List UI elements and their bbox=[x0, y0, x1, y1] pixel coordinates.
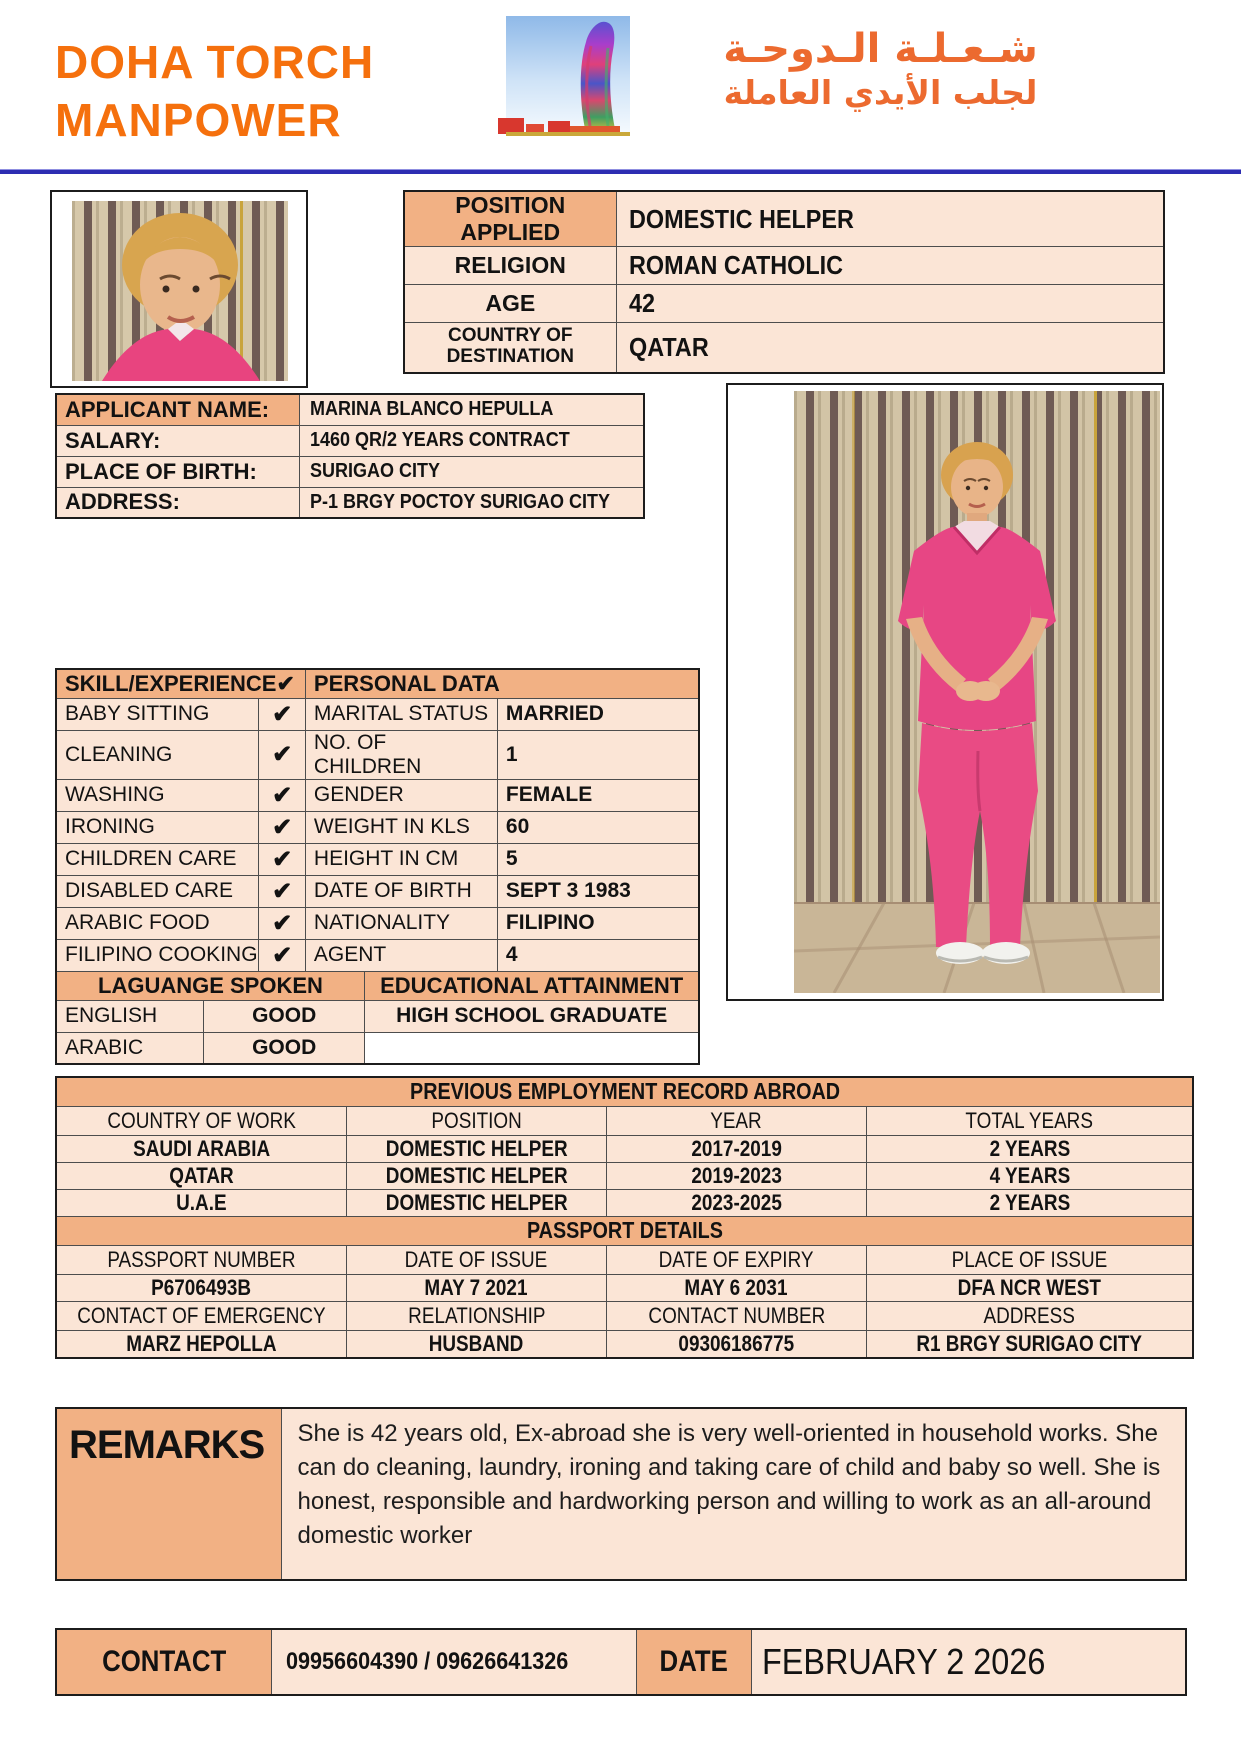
skills-header bbox=[56, 669, 305, 698]
employment-title bbox=[56, 1077, 1193, 1106]
employment-cell bbox=[56, 1162, 346, 1189]
remarks-label: REMARKS bbox=[56, 1408, 281, 1580]
table-row bbox=[56, 730, 699, 779]
contact-numbers-text: 09956604390 / 09626641326 bbox=[285, 1648, 568, 1675]
personal-value: FILIPINO bbox=[497, 907, 699, 939]
column-header-text: CONTACT OF EMERGENCY bbox=[77, 1302, 326, 1328]
country-of-destination-value bbox=[616, 323, 1164, 373]
passport-title bbox=[56, 1216, 1193, 1245]
employment-cell bbox=[866, 1189, 1193, 1216]
table-row bbox=[56, 425, 644, 456]
column-header-text: CONTACT NUMBER bbox=[647, 1302, 825, 1328]
employment-cell-text: 2 YEARS bbox=[989, 1135, 1070, 1161]
table-row bbox=[56, 1274, 1193, 1301]
country-of-destination-label: COUNTRY OF DESTINATION bbox=[404, 323, 616, 373]
personal-data-header: PERSONAL DATA bbox=[305, 669, 699, 698]
contact-numbers bbox=[271, 1629, 636, 1695]
skill-item: BABY SITTING bbox=[56, 698, 259, 730]
employment-cell-text: QATAR bbox=[169, 1162, 234, 1188]
salary-label: SALARY: bbox=[56, 425, 299, 456]
emergency-cell-text: MARZ HEPOLLA bbox=[126, 1330, 277, 1356]
table-row bbox=[56, 1135, 1193, 1162]
employment-cell-text: 2023-2025 bbox=[691, 1189, 782, 1215]
check-icon: ✔ bbox=[259, 907, 305, 939]
position-applied-label: POSITION APPLIED bbox=[404, 191, 616, 247]
column-header bbox=[866, 1106, 1193, 1135]
employment-cell-text: U.A.E bbox=[176, 1189, 227, 1215]
column-header-text: DATE OF ISSUE bbox=[405, 1246, 548, 1272]
employment-cell bbox=[866, 1135, 1193, 1162]
contact-label-text: CONTACT bbox=[101, 1645, 226, 1678]
emergency-cell bbox=[606, 1330, 866, 1358]
table-row bbox=[56, 1301, 1193, 1330]
employment-cell-text: DOMESTIC HELPER bbox=[385, 1162, 568, 1188]
emergency-cell-text: HUSBAND bbox=[429, 1330, 524, 1356]
table-row bbox=[404, 191, 1164, 247]
header-divider-rule bbox=[0, 169, 1241, 174]
check-icon: ✔ bbox=[259, 730, 305, 779]
column-header bbox=[56, 1301, 346, 1330]
agency-name-line2: MANPOWER bbox=[55, 93, 342, 146]
applicant-full-body-photo bbox=[726, 383, 1164, 1001]
skill-item: DISABLED CARE bbox=[56, 875, 259, 907]
employment-cell bbox=[346, 1162, 606, 1189]
emergency-cell bbox=[866, 1330, 1193, 1358]
check-icon: ✔ bbox=[259, 811, 305, 843]
table-row bbox=[56, 939, 699, 971]
table-row bbox=[404, 323, 1164, 373]
table-row bbox=[404, 247, 1164, 285]
column-header-text: ADDRESS bbox=[983, 1302, 1076, 1328]
table-row bbox=[56, 1408, 1186, 1580]
employment-cell-text: DOMESTIC HELPER bbox=[385, 1135, 568, 1161]
emergency-cell bbox=[346, 1330, 606, 1358]
column-header bbox=[56, 1106, 346, 1135]
check-icon: ✔ bbox=[276, 670, 295, 696]
contact-date-bar bbox=[55, 1628, 1187, 1696]
agency-arabic-line2: لجلب الأيدي العاملة bbox=[723, 73, 1038, 112]
passport-cell-text: MAY 7 2021 bbox=[424, 1274, 528, 1300]
check-icon: ✔ bbox=[259, 843, 305, 875]
emergency-cell bbox=[56, 1330, 346, 1358]
column-header-text: POSITION bbox=[431, 1107, 522, 1133]
column-header bbox=[606, 1245, 866, 1274]
employment-cell bbox=[56, 1135, 346, 1162]
column-header bbox=[606, 1301, 866, 1330]
table-row bbox=[56, 971, 699, 1000]
column-header bbox=[866, 1301, 1193, 1330]
table-row bbox=[56, 811, 699, 843]
column-header bbox=[56, 1245, 346, 1274]
remarks-section bbox=[55, 1407, 1187, 1581]
position-applied-value bbox=[616, 191, 1164, 247]
personal-value: 4 bbox=[497, 939, 699, 971]
age-value bbox=[616, 285, 1164, 323]
personal-label: MARITAL STATUS bbox=[305, 698, 497, 730]
check-icon: ✔ bbox=[259, 939, 305, 971]
column-header bbox=[346, 1106, 606, 1135]
applicant-name-value bbox=[299, 394, 644, 425]
date-value-text: FEBRUARY 2 2026 bbox=[761, 1641, 1045, 1682]
agency-name-line1: DOHA TORCH bbox=[55, 36, 375, 88]
employment-cell bbox=[606, 1189, 866, 1216]
passport-cell bbox=[866, 1274, 1193, 1301]
table-row bbox=[56, 1216, 1193, 1245]
employment-cell bbox=[56, 1189, 346, 1216]
agency-arabic-line1: شـعـلـة الـدوحـة bbox=[723, 26, 1038, 72]
agency-name bbox=[55, 34, 374, 150]
salary-value-text: 1460 QR/2 YEARS CONTRACT bbox=[309, 429, 570, 451]
table-row bbox=[56, 394, 644, 425]
skill-item: ARABIC FOOD bbox=[56, 907, 259, 939]
column-header-text: DATE OF EXPIRY bbox=[658, 1246, 814, 1272]
country-of-destination-value-text: QATAR bbox=[628, 331, 709, 362]
position-applied-table bbox=[403, 190, 1165, 374]
personal-value: MARRIED bbox=[497, 698, 699, 730]
personal-label: NATIONALITY bbox=[305, 907, 497, 939]
table-row bbox=[56, 698, 699, 730]
employment-cell bbox=[606, 1162, 866, 1189]
column-header bbox=[346, 1245, 606, 1274]
column-header-text: PLACE OF ISSUE bbox=[951, 1246, 1108, 1272]
table-row bbox=[56, 1189, 1193, 1216]
column-header-text: YEAR bbox=[710, 1107, 763, 1133]
employment-cell-text: 2019-2023 bbox=[691, 1162, 782, 1188]
language-level: GOOD bbox=[204, 1000, 365, 1032]
contact-label bbox=[56, 1629, 271, 1695]
skill-item: CLEANING bbox=[56, 730, 259, 779]
religion-value-text: ROMAN CATHOLIC bbox=[628, 250, 843, 280]
check-icon: ✔ bbox=[259, 698, 305, 730]
employment-cell-text: 4 YEARS bbox=[989, 1162, 1070, 1188]
table-row bbox=[56, 1245, 1193, 1274]
applicant-headshot-photo bbox=[50, 190, 308, 388]
date-label-text: DATE bbox=[659, 1645, 728, 1678]
education-header: EDUCATIONAL ATTAINMENT bbox=[364, 971, 699, 1000]
date-label bbox=[636, 1629, 751, 1695]
table-row bbox=[56, 456, 644, 487]
headshot-illustration bbox=[72, 201, 288, 381]
table-row bbox=[56, 1629, 1186, 1695]
table-row bbox=[56, 1162, 1193, 1189]
employment-title-text: PREVIOUS EMPLOYMENT RECORD ABROAD bbox=[409, 1078, 840, 1105]
salary-value bbox=[299, 425, 644, 456]
employment-cell-text: 2017-2019 bbox=[691, 1135, 782, 1161]
skill-item: IRONING bbox=[56, 811, 259, 843]
language-name: ENGLISH bbox=[56, 1000, 204, 1032]
skills-personal-table bbox=[55, 668, 700, 1065]
empty-cell bbox=[364, 1032, 699, 1064]
languages-header: LAGUANGE SPOKEN bbox=[56, 971, 364, 1000]
table-row bbox=[56, 1000, 699, 1032]
personal-value: 5 bbox=[497, 843, 699, 875]
passport-cell bbox=[346, 1274, 606, 1301]
place-of-birth-value bbox=[299, 456, 644, 487]
employment-cell bbox=[866, 1162, 1193, 1189]
table-row bbox=[404, 285, 1164, 323]
column-header bbox=[866, 1245, 1193, 1274]
personal-label: HEIGHT IN CM bbox=[305, 843, 497, 875]
passport-cell-text: P6706493B bbox=[151, 1274, 252, 1300]
language-name: ARABIC bbox=[56, 1032, 204, 1064]
religion-value bbox=[616, 247, 1164, 285]
skill-item: WASHING bbox=[56, 779, 259, 811]
age-value-text: 42 bbox=[628, 288, 655, 318]
column-header bbox=[606, 1106, 866, 1135]
education-value: HIGH SCHOOL GRADUATE bbox=[364, 1000, 699, 1032]
full-body-illustration bbox=[794, 391, 1160, 993]
employment-cell bbox=[606, 1135, 866, 1162]
personal-label: DATE OF BIRTH bbox=[305, 875, 497, 907]
address-value-text: P-1 BRGY POCTOY SURIGAO CITY bbox=[309, 490, 610, 513]
emergency-cell-text: 09306186775 bbox=[678, 1330, 795, 1356]
passport-cell-text: MAY 6 2031 bbox=[684, 1274, 788, 1300]
place-of-birth-value-text: SURIGAO CITY bbox=[309, 460, 440, 482]
table-row bbox=[56, 487, 644, 518]
table-row bbox=[56, 1032, 699, 1064]
passport-cell bbox=[56, 1274, 346, 1301]
employment-cell bbox=[346, 1135, 606, 1162]
check-icon: ✔ bbox=[259, 779, 305, 811]
applicant-info-table bbox=[55, 393, 645, 519]
table-row bbox=[56, 875, 699, 907]
table-row bbox=[56, 1330, 1193, 1358]
table-row bbox=[56, 1077, 1193, 1106]
age-label: AGE bbox=[404, 285, 616, 323]
employment-cell-text: DOMESTIC HELPER bbox=[385, 1189, 568, 1215]
employment-cell-text: 2 YEARS bbox=[989, 1189, 1070, 1215]
passport-cell-text: DFA NCR WEST bbox=[957, 1274, 1102, 1300]
column-header-text: PASSPORT NUMBER bbox=[107, 1246, 296, 1272]
column-header bbox=[346, 1301, 606, 1330]
table-row bbox=[56, 1106, 1193, 1135]
personal-label: AGENT bbox=[305, 939, 497, 971]
employment-passport-table bbox=[55, 1076, 1194, 1359]
personal-label: NO. OF CHILDREN bbox=[305, 730, 497, 779]
applicant-name-value-text: MARINA BLANCO HEPULLA bbox=[309, 398, 553, 421]
personal-value: SEPT 3 1983 bbox=[497, 875, 699, 907]
column-header-text: RELATIONSHIP bbox=[407, 1302, 546, 1328]
religion-label: RELIGION bbox=[404, 247, 616, 285]
skill-item: CHILDREN CARE bbox=[56, 843, 259, 875]
torch-tower-illustration bbox=[458, 6, 630, 142]
language-level: GOOD bbox=[204, 1032, 365, 1064]
skills-header-text: SKILL/EXPERIENCE bbox=[65, 670, 277, 696]
doha-torch-logo bbox=[458, 6, 630, 142]
personal-value: 60 bbox=[497, 811, 699, 843]
table-row bbox=[56, 779, 699, 811]
skill-item: FILIPINO COOKING bbox=[56, 939, 259, 971]
place-of-birth-label: PLACE OF BIRTH: bbox=[56, 456, 299, 487]
position-applied-value-text: DOMESTIC HELPER bbox=[628, 203, 854, 234]
address-value bbox=[299, 487, 644, 518]
personal-value: 1 bbox=[497, 730, 699, 779]
agency-name-arabic bbox=[648, 26, 1113, 113]
table-row bbox=[56, 843, 699, 875]
employment-cell bbox=[346, 1189, 606, 1216]
personal-label: WEIGHT IN KLS bbox=[305, 811, 497, 843]
table-row bbox=[56, 669, 699, 698]
applicant-name-label: APPLICANT NAME: bbox=[56, 394, 299, 425]
passport-cell bbox=[606, 1274, 866, 1301]
personal-value: FEMALE bbox=[497, 779, 699, 811]
check-icon: ✔ bbox=[259, 875, 305, 907]
personal-label: GENDER bbox=[305, 779, 497, 811]
column-header-text: COUNTRY OF WORK bbox=[107, 1107, 296, 1133]
remarks-text: She is 42 years old, Ex-abroad she is very well-oriented in household works. She can do cleaning, laundry, ironing and taking care of child and baby so well. She is honest, responsible and hardworking person and willing to work as an all-around domestic worker bbox=[281, 1408, 1186, 1580]
employment-cell-text: SAUDI ARABIA bbox=[132, 1135, 270, 1161]
emergency-cell-text: R1 BRGY SURIGAO CITY bbox=[916, 1330, 1143, 1356]
table-row bbox=[56, 907, 699, 939]
column-header-text: TOTAL YEARS bbox=[965, 1107, 1094, 1133]
address-label: ADDRESS: bbox=[56, 487, 299, 518]
passport-title-text: PASSPORT DETAILS bbox=[526, 1217, 723, 1243]
date-value bbox=[751, 1629, 1186, 1695]
